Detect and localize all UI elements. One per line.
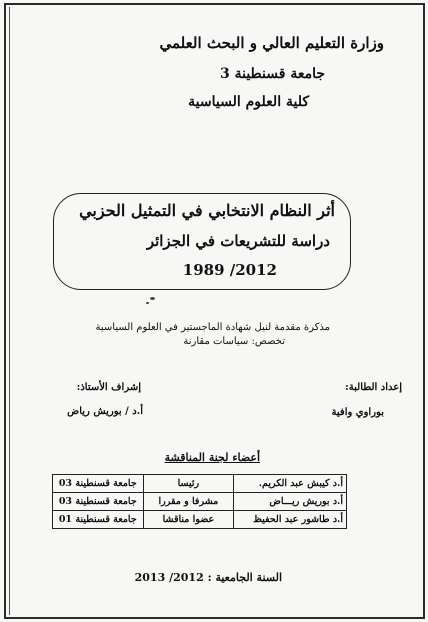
member-role: عضوا مناقشا xyxy=(143,511,234,529)
member-role: رئيسا xyxy=(143,475,234,493)
faculty-heading: كلية العلوم السياسية xyxy=(188,94,309,110)
page-border-left xyxy=(4,3,6,619)
table-row xyxy=(53,511,347,529)
memo-description: مذكرة مقدمة لنيل شهادة الماجستير في العلوم السياسية xyxy=(95,322,330,333)
page-border-top xyxy=(4,3,425,5)
table-row xyxy=(53,475,347,493)
thesis-title-years: 1989 /2012 xyxy=(182,261,277,279)
scan-speck xyxy=(150,297,155,300)
prepared-by-label: إعداد الطالبة: xyxy=(345,382,402,393)
ministry-heading: وزارة التعليم العالي و البحث العلمي xyxy=(159,34,384,52)
page-border-inner xyxy=(9,7,10,615)
member-name: أ.د بوريش ريـــاض xyxy=(234,493,347,511)
supervisor-label: إشراف الأستاذ: xyxy=(76,382,141,393)
scan-speck xyxy=(146,302,149,304)
memo-specialty: تخصص: سياسات مقارنة xyxy=(183,336,285,347)
member-university: جامعة قسنطينة 01 xyxy=(53,511,144,529)
supervisor-name: أ.د / بوريش رياض xyxy=(67,406,143,417)
member-university: جامعة قسنطينة 03 xyxy=(53,475,144,493)
committee-heading: أعضاء لجنة المناقشة xyxy=(164,451,260,464)
committee-table xyxy=(52,474,347,529)
page-border-right xyxy=(423,3,425,619)
table-row xyxy=(53,493,347,511)
page-border-bottom xyxy=(4,617,425,619)
member-name: أ.د كيبش عبد الكريم. xyxy=(234,475,347,493)
student-name: بوراوي وافية xyxy=(331,407,384,418)
member-role: مشرفا و مقررا xyxy=(143,493,234,511)
thesis-title-line1: أثر النظام الانتخابي في التمثيل الحزبي xyxy=(79,201,335,220)
member-name: أ.د طاشور عبد الحفيظ xyxy=(234,511,347,529)
academic-year: السنة الجامعية : 2012/ 2013 xyxy=(134,571,282,584)
university-heading: جامعة قسنطينة 3 xyxy=(219,66,325,82)
thesis-title-line2: دراسة للتشريعات في الجزائر xyxy=(146,232,330,250)
member-university: جامعة قسنطينة 03 xyxy=(53,493,144,511)
